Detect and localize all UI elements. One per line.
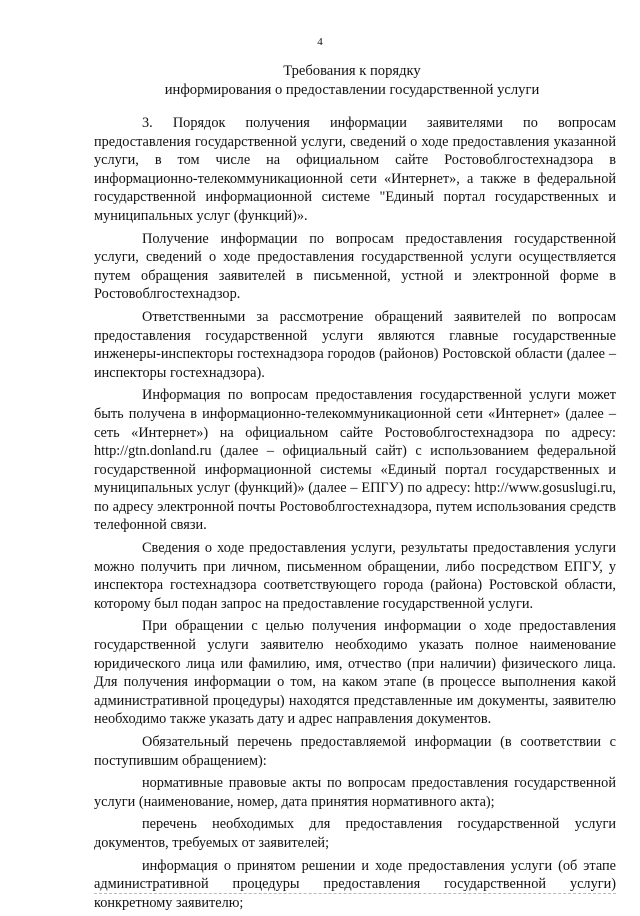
paragraph-4: Информация по вопросам предоставления государственной услуги может быть получена в информационно-телекоммуникационной сети «Интернет» (далее – сеть «Интернет») на официальном сайте Ростовоблгостехнадзора по адресу: http://gtn.donland.ru (далее – официальный сайт) с использованием федеральной государственной информационной системы «Единый портал государственных и муниципальных услуг (функций)» (далее – ЕПГУ) по адресу: http://www.gosuslugi.ru, по адресу электронной почты Ростовоблгостехнадзора, путем использования средств телефонной связи.	[94, 387, 616, 534]
paragraph-6: При обращении с целью получения информации о ходе предоставления государственной услуги заявителю необходимо указать полное наименование юридического лица или фамилию, имя, отчество (при наличии) физического лица. Для получения информации о том, на каком этапе (в процессе выполнения какой административной процедуры) находятся представленные им документы, заявителю необходимо также указать дату и адрес направления документов.	[94, 618, 616, 728]
list-item-3: информация о принятом решении и ходе предоставления услуги (об этапе административной процедуры предоставления государственной услуги) конкретному заявителю;	[94, 857, 616, 911]
heading-line-2: информирования о предоставлении государственной услуги	[164, 82, 540, 98]
list-item-2: перечень необходимых для предоставления государственной услуги документов, требуемых от заявителей;	[94, 816, 616, 851]
paragraph-5: Сведения о ходе предоставления услуги, результаты предоставления услуги можно получить при личном, письменном обращении, либо посредством ЕПГУ, у инспектора гостехнадзора соответствующего города (района) Ростовской области, которому был подан запрос на предоставление государственной услуги.	[94, 540, 616, 612]
paragraph-7: Обязательный перечень предоставляемой информации (в соответствии с поступившим обращением):	[94, 734, 616, 769]
list-item-1: нормативные правовые акты по вопросам предоставления государственной услуги (наименование, номер, дата принятия нормативного акта);	[94, 775, 616, 810]
document-body	[94, 114, 616, 916]
paragraph-3: Ответственными за рассмотрение обращений заявителей по вопросам предоставления государственной услуги являются главные государственные инженеры-инспекторы гостехнадзора городов (районов) Ростовской области (далее – инспекторы гостехнадзора).	[94, 308, 616, 381]
heading-line-1: Требования к порядку	[283, 63, 421, 79]
page-number: 4	[317, 36, 323, 48]
section-heading	[94, 62, 610, 100]
bottom-scan-rule	[94, 893, 616, 894]
paragraph-1: 3. Порядок получения информации заявителями по вопросам предоставления государственной услуги, сведений о ходе предоставления указанной услуги, в том числе на официальном сайте Ростовоблгостехнадзора в информационно-телекоммуникационной сети «Интернет», а также в федеральной государственной информационной системе "Единый портал государственных и муниципальных услуг (функций)».	[94, 115, 616, 224]
paragraph-2: Получение информации по вопросам предоставления государственной услуги, сведений о ходе предоставления государственной услуги осуществляется путем обращения заявителей в письменной, устной и электронной форме в Ростовоблгостехнадзор.	[94, 230, 616, 303]
